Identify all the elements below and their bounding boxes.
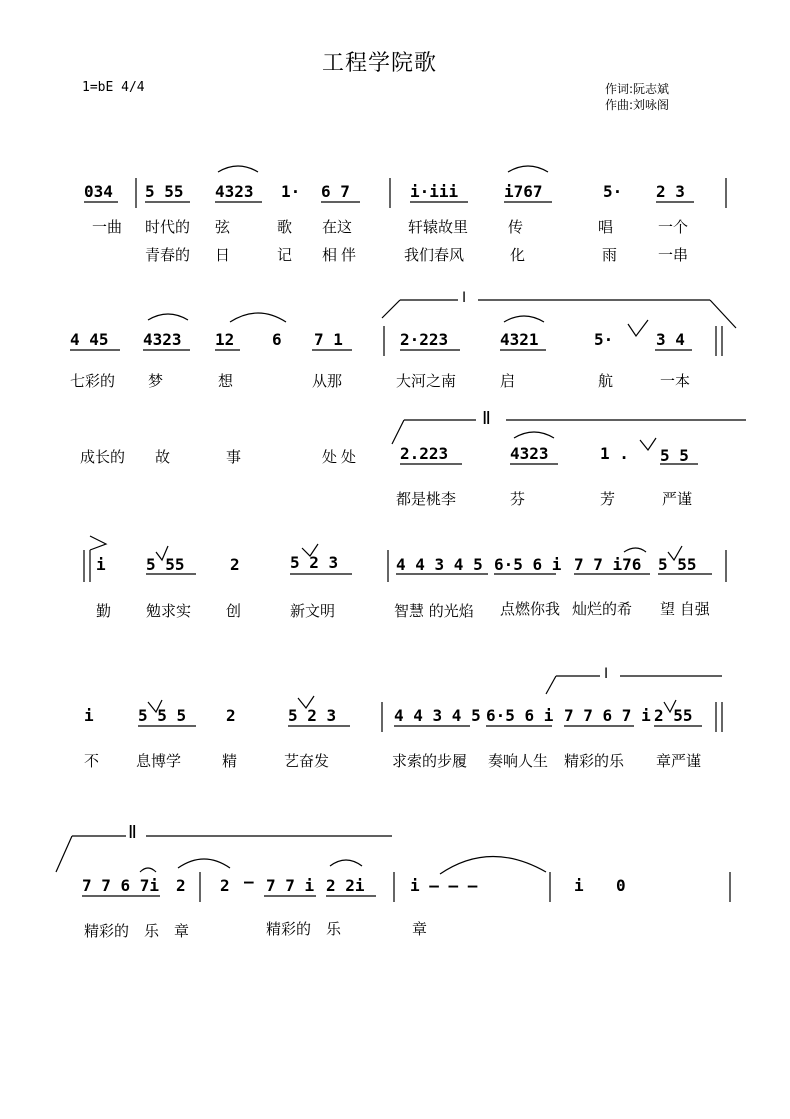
- note-group: i – – –: [410, 876, 478, 895]
- note-group: 034: [84, 182, 113, 201]
- lyric: 想: [218, 372, 234, 390]
- lyric: 息博学: [136, 752, 182, 770]
- lyric: 相伴: [322, 246, 361, 264]
- note-group: 6 7: [321, 182, 350, 201]
- note-group: 5 2 3: [290, 553, 339, 572]
- note-group: i: [96, 555, 106, 574]
- lyric: 雨: [602, 246, 618, 264]
- lyricist-credit: 作词:阮志斌: [605, 82, 670, 96]
- lyric: 严谨: [662, 490, 693, 508]
- lyric: 新文明: [290, 602, 336, 620]
- note-group: 6: [272, 330, 282, 349]
- lyric: 我们春风: [404, 246, 465, 264]
- note-group: 7 7 6 7i: [82, 876, 160, 895]
- note-group: 0: [616, 876, 626, 895]
- lyric: 章: [412, 920, 428, 938]
- note-group: 1·: [281, 182, 301, 201]
- note-group: 5 2 3: [288, 706, 337, 725]
- lyric: 航: [598, 372, 614, 390]
- lyric: 勤: [96, 602, 112, 620]
- lyric: 精彩的: [266, 920, 312, 938]
- lyric: 都是桃李: [396, 490, 457, 508]
- lyric: 七彩的: [70, 372, 116, 390]
- note-group: 7 7 i: [266, 876, 315, 895]
- lyric: 处处: [322, 448, 361, 466]
- note-group: 2 2i: [326, 876, 365, 895]
- lyric: 唱: [598, 218, 614, 236]
- lyric: 芬: [510, 490, 526, 508]
- note-group: i: [84, 706, 94, 725]
- lyric: 青春的: [145, 246, 191, 264]
- lyric: 点燃你我: [500, 600, 561, 618]
- lyric: 梦: [148, 372, 164, 390]
- lyric: 奏响人生: [488, 752, 549, 770]
- note-group: 4323: [215, 182, 254, 201]
- lyric: 在这: [322, 218, 353, 236]
- lyric: 创: [226, 602, 242, 620]
- lyric: 大河之南: [396, 372, 457, 390]
- note-group: 7 7 6 7 i: [564, 706, 651, 725]
- note-group: 4 4 3 4 5: [394, 706, 481, 725]
- lyric: 一曲: [92, 218, 123, 236]
- note-group: 2: [176, 876, 186, 895]
- note-group: 4321: [500, 330, 539, 349]
- note-group: 2·223: [400, 330, 449, 349]
- note-group: 5·: [594, 330, 614, 349]
- lyric: 艺奋发: [284, 752, 330, 770]
- note-group: 4323: [143, 330, 182, 349]
- note-group: i767: [504, 182, 543, 201]
- lyric: 望 自强: [660, 600, 710, 618]
- lyric: 乐: [144, 922, 160, 940]
- note-group: 4 45: [70, 330, 109, 349]
- lyric: 歌: [277, 218, 293, 236]
- lyric: 一串: [658, 246, 689, 264]
- note-group: –: [244, 872, 254, 891]
- note-group: 6·5 6 i: [486, 706, 554, 725]
- note-group: 5 55: [146, 555, 185, 574]
- note-group: 2: [226, 706, 236, 725]
- note-group: 12: [215, 330, 235, 349]
- lyric: 芳: [600, 490, 616, 508]
- lyric: 弦: [215, 218, 231, 236]
- key-signature: 1=bE 4/4: [82, 80, 145, 95]
- lyric: 日: [215, 246, 231, 264]
- lyric: 记: [277, 246, 293, 264]
- note-group: 2: [230, 555, 240, 574]
- lyric: 勉求实: [146, 602, 192, 620]
- note-group: 2 55: [654, 706, 693, 725]
- lyric: 一个: [658, 218, 689, 236]
- note-group: 5 5 5: [138, 706, 187, 725]
- note-group: 5·: [603, 182, 623, 201]
- volta-second-marker: Ⅱ: [482, 408, 491, 429]
- lyric: 故: [155, 448, 171, 466]
- page-title: 工程学院歌: [322, 51, 438, 76]
- lyric: 章: [174, 922, 190, 940]
- note-group: 1 .: [600, 444, 629, 463]
- lyric: 从那: [312, 372, 343, 390]
- lyric: 章严谨: [656, 752, 702, 770]
- note-group: 4323: [510, 444, 549, 463]
- lyric: 时代的: [145, 218, 191, 236]
- lyric: 启: [500, 372, 516, 390]
- lyric: 不: [84, 752, 100, 770]
- note-group: 4 4 3 4 5: [396, 555, 483, 574]
- note-group: 7 1: [314, 330, 343, 349]
- lyric: 化: [510, 246, 526, 264]
- note-group: i: [574, 876, 584, 895]
- lyric: 精彩的: [84, 922, 130, 940]
- lyric: 一本: [660, 372, 691, 390]
- lyric: 成长的: [80, 448, 126, 466]
- lyric: 轩辕故里: [408, 218, 469, 236]
- lyric: 精彩的乐: [564, 752, 625, 770]
- volta-first-marker: Ⅰ: [462, 290, 467, 306]
- note-group: 6·5 6 i: [494, 555, 562, 574]
- lyric: 智慧 的光焰: [394, 602, 474, 620]
- lyric: 传: [508, 218, 524, 236]
- note-group: 2 3: [656, 182, 685, 201]
- note-group: 5 55: [658, 555, 697, 574]
- note-group: 2.223: [400, 444, 449, 463]
- volta-first-marker-2: Ⅰ: [604, 666, 609, 682]
- volta-second-marker-2: Ⅱ: [128, 822, 137, 843]
- composer-credit: 作曲:刘咏阁: [605, 98, 670, 112]
- note-group: 3 4: [656, 330, 685, 349]
- note-group: 7 7 i76: [574, 555, 642, 574]
- note-group: 5 55: [145, 182, 184, 201]
- lyric: 精: [222, 752, 238, 770]
- lyric: 乐: [326, 920, 342, 938]
- note-group: 5 5: [660, 446, 689, 465]
- lyric: 灿烂的希: [572, 600, 633, 618]
- note-group: 2: [220, 876, 230, 895]
- lyric: 求索的步履: [392, 752, 468, 770]
- lyric: 事: [226, 448, 242, 466]
- note-group: i·iii: [410, 182, 459, 201]
